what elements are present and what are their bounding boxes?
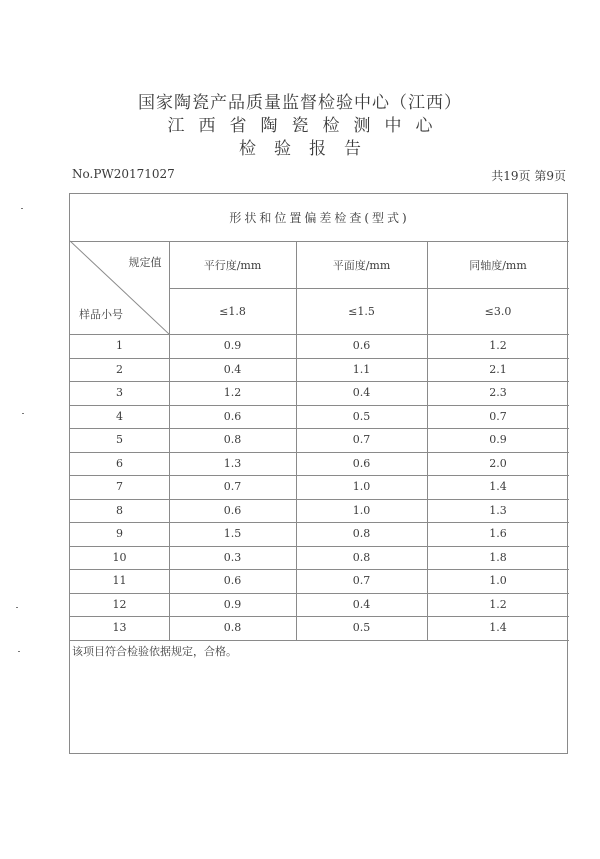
measurement-value: 0.6 [352, 456, 371, 470]
corner-header-sample: 样品小号 [79, 308, 123, 321]
margin-mark [22, 413, 24, 414]
measurement-value: 2.1 [489, 362, 507, 376]
measurement-value: 1.4 [489, 480, 507, 494]
sample-number: 1 [116, 339, 123, 353]
sample-number: 13 [112, 621, 127, 635]
column-header: 同轴度/mm [469, 258, 527, 272]
measurement-value: 1.0 [352, 503, 371, 517]
measurement-value: 1.1 [352, 362, 371, 376]
measurement-value: 2.0 [489, 456, 507, 470]
measurement-value: 0.8 [223, 621, 242, 635]
measurement-value: 1.2 [223, 386, 242, 400]
corner-header-spec: 规定值 [128, 256, 162, 269]
measurement-value: 0.4 [352, 597, 371, 611]
table-rule [70, 640, 569, 641]
measurement-value: 0.7 [489, 409, 507, 423]
measurement-value: 0.6 [223, 574, 242, 588]
spec-value: ≤1.5 [348, 304, 375, 318]
sample-number: 4 [116, 409, 123, 423]
measurement-value: 1.8 [489, 550, 507, 564]
measurement-value: 0.7 [352, 574, 371, 588]
measurement-value: 0.7 [352, 433, 371, 447]
sample-number: 5 [116, 433, 123, 447]
margin-mark [21, 208, 23, 209]
measurement-value: 0.3 [223, 550, 242, 564]
measurement-value: 0.9 [223, 339, 242, 353]
column-header: 平面度/mm [332, 258, 391, 272]
sample-number: 8 [116, 503, 123, 517]
measurement-value: 1.2 [489, 339, 507, 353]
conclusion-text: 该项目符合检验依据规定，合格。 [72, 644, 237, 658]
inspection-table [69, 193, 568, 754]
sample-number: 12 [112, 597, 127, 611]
spec-value: ≤3.0 [484, 304, 512, 318]
measurement-value: 1.6 [489, 527, 507, 541]
report-number: No.PW20171027 [72, 167, 175, 181]
measurement-value: 0.8 [352, 527, 371, 541]
measurement-value: 0.8 [352, 550, 371, 564]
measurement-value: 1.3 [489, 503, 507, 517]
measurement-value: 0.8 [223, 433, 242, 447]
sample-number: 10 [112, 550, 127, 564]
measurement-value: 0.9 [223, 597, 242, 611]
sample-number: 11 [112, 574, 127, 588]
measurement-value: 0.4 [223, 362, 242, 376]
sample-number: 9 [116, 527, 123, 541]
measurement-value: 1.5 [223, 527, 242, 541]
sample-number: 6 [116, 456, 123, 470]
sample-number: 7 [116, 480, 123, 494]
sample-number: 2 [116, 362, 123, 376]
center-name: 江西省陶瓷检测中心 [167, 116, 447, 136]
measurement-value: 2.3 [489, 386, 507, 400]
column-header: 平行度/mm [203, 258, 262, 272]
measurement-value: 0.5 [352, 409, 371, 423]
margin-mark [18, 651, 20, 652]
report-title: 检验报告 [239, 139, 379, 159]
institution-name: 国家陶瓷产品质量监督检验中心（江西） [138, 93, 462, 113]
table-section-title: 形状和位置偏差检查(型式) [229, 211, 410, 225]
measurement-value: 1.0 [352, 480, 371, 494]
measurement-value: 0.6 [223, 503, 242, 517]
measurement-value: 0.9 [489, 433, 507, 447]
spec-value: ≤1.8 [219, 304, 246, 318]
measurement-value: 1.0 [489, 574, 507, 588]
measurement-value: 0.6 [223, 409, 242, 423]
measurement-value: 1.4 [489, 621, 507, 635]
margin-mark [16, 607, 18, 608]
measurement-value: 0.7 [223, 480, 242, 494]
sample-number: 3 [116, 386, 123, 400]
measurement-value: 1.3 [223, 456, 242, 470]
measurement-value: 0.6 [352, 339, 371, 353]
measurement-value: 1.2 [489, 597, 507, 611]
measurement-value: 0.4 [352, 386, 371, 400]
measurement-value: 0.5 [352, 621, 371, 635]
page-indicator: 共19页 第9页 [491, 169, 566, 183]
